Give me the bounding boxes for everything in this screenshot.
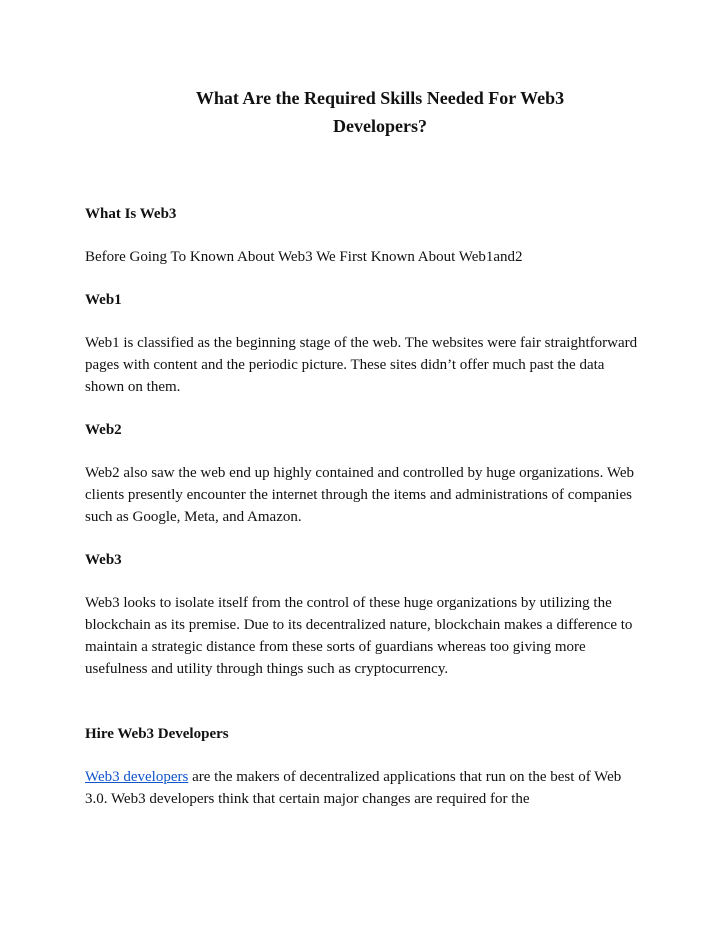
web3-developers-link[interactable]: Web3 developers bbox=[85, 769, 189, 785]
document-title bbox=[120, 84, 640, 140]
hire-paragraph-text: are the makers of decentralized applications that run on the best of Web 3.0. Web3 developers think that certain major changes are required for the bbox=[85, 769, 622, 807]
title-line-1: What Are the Required Skills Needed For Web3 bbox=[195, 88, 565, 108]
paragraph-what-is-web3: Before Going To Known About Web3 We First Known About Web1and2 bbox=[85, 249, 523, 265]
heading-web2: Web2 bbox=[85, 422, 122, 438]
heading-web3: Web3 bbox=[85, 552, 122, 568]
paragraph-web1: Web1 is classified as the beginning stage of the web. The websites were fair straightforward pages with content and the periodic picture. These sites didn’t offer much past the data shown on them. bbox=[85, 335, 638, 395]
heading-web1: Web1 bbox=[85, 292, 122, 308]
document-body bbox=[85, 203, 645, 810]
title-line-2: Developers? bbox=[333, 116, 427, 136]
heading-hire-web3-developers: Hire Web3 Developers bbox=[85, 726, 229, 742]
paragraph-hire-web3-developers bbox=[85, 766, 645, 810]
paragraph-web3: Web3 looks to isolate itself from the control of these huge organizations by utilizing the blockchain as its premise. Due to its decentralized nature, blockchain makes a difference to maintain a strategic distance from these sorts of guardians whereas too giving more usefulness and utility through things such as cryptocurrency. bbox=[85, 595, 633, 677]
heading-what-is-web3: What Is Web3 bbox=[85, 206, 177, 222]
paragraph-web2: Web2 also saw the web end up highly contained and controlled by huge organizations. Web clients presently encounter the internet through the items and administrations of companies such as Google, Meta, and Amazon. bbox=[85, 465, 634, 525]
